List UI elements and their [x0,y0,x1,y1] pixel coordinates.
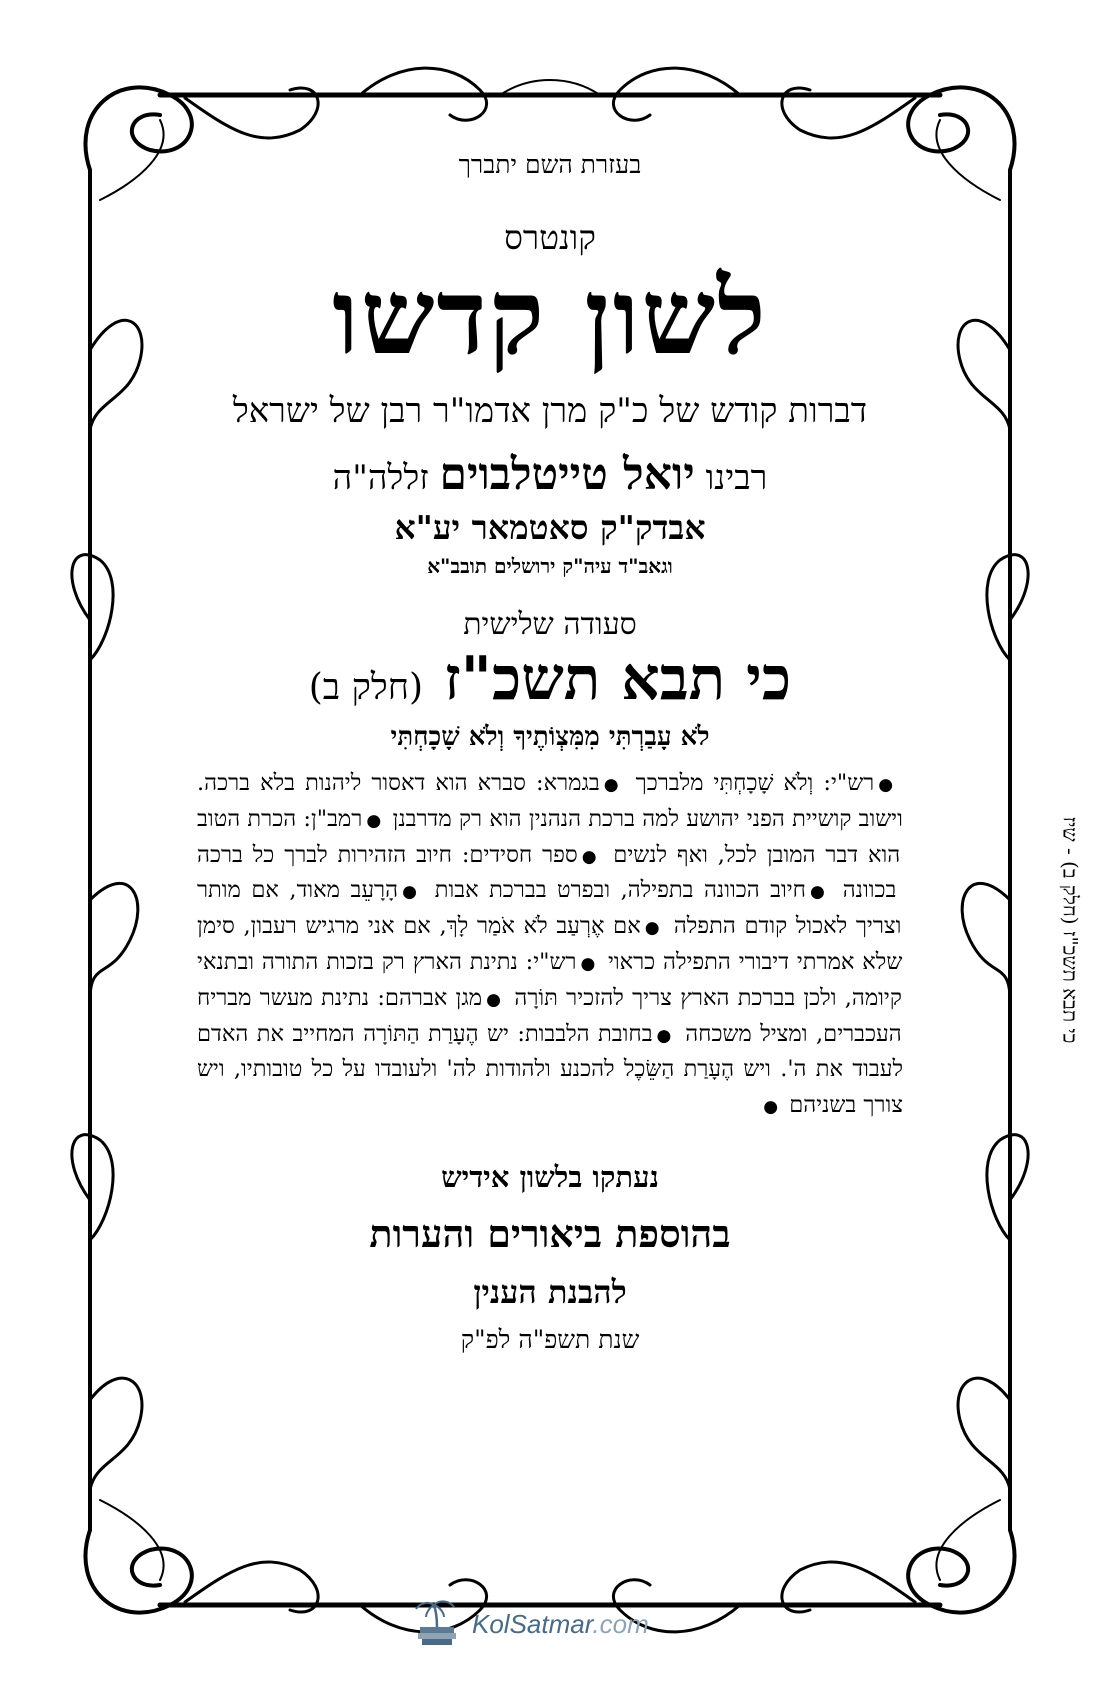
parsha-part: (חלק ב) [308,667,424,709]
logo-domain: .com [592,1608,649,1639]
bullet: ● [878,775,897,796]
author-name-line [195,449,905,500]
bullet: ● [366,810,382,831]
bullet: ● [486,989,503,1010]
author-suffix: זללה"ה [332,458,429,499]
summary-item: הָרָעֵב מאוד, אם מותר וצריך לאכול קודם התפלה [197,877,902,940]
publication-year: שנת תשפ"ה לפ"ק [460,1324,640,1354]
bullet: ● [656,1025,673,1046]
summary-item: רש"י: וְלֹא שָׁכָחְתִּי מלברכך [635,770,875,797]
bullet: ● [581,846,600,867]
seuda-label: סעודה שלישית [463,607,637,643]
bullet: ● [580,954,597,975]
title-page-content [195,150,905,1355]
running-header: כי תבא תשכ"ז (חלק ב) - שיז [1058,816,1083,1044]
summary-item: רש"י: נתינת הארץ רק בזכות התורה ובתנאי קיומה, ולכן בברכת הארץ צריך להזכיר תּוֹרָה [197,949,902,1011]
bullet: ● [763,1097,779,1118]
additions-note: בהוספת ביאורים והערות [369,1210,731,1256]
with-help-of-god: בעזרת השם יתברך [458,150,642,179]
kolsatmar-logo[interactable] [410,1596,690,1652]
author-intro: דברות קודש של כ"ק מרן אדמו"ר רבן של ישראל [232,391,868,432]
kuntres-label: קונטרס [504,218,596,257]
translated-note: נעתקו בלשון אידיש [441,1159,659,1194]
author-prefix: רבינו [705,458,768,499]
parsha-name: כי תבא תשכ"ז [443,644,792,715]
author-title-satmar: אבדק"ק סאטמאר יע"א [394,508,706,548]
logo-text [472,1609,649,1640]
author-title-jerusalem: וגאב"ד עיה"ק ירושלים תובב"א [427,554,673,579]
bullet: ● [809,882,829,903]
bullet: ● [402,882,421,903]
summary-item: רמב"ן: הכרת הטוב הוא דבר המובן לכל, ואף לנשים [197,805,901,868]
summary-item: בגמרא: סברא הוא דאסור ליהנות בלא ברכה. וישוב קושיית הפני יהושע למה ברכת הנהנין הוא רק מדרבנן [197,770,903,832]
logo-brand: KolSatmar [472,1608,593,1639]
author-name: יואל טייטלבוים [439,449,695,501]
bullet: ● [644,918,662,939]
summary-item: ספר חסידים: חיוב הזהירות לברך כל ברכה בכוונה [197,841,897,904]
summary-item: חיוב הכוונה בתפילה, ובפרט בברכת אבות [434,877,806,904]
understanding-note: להבנת הענין [473,1272,627,1311]
palm-tree-books-icon [410,1597,464,1651]
summary-item: בחובת הלבבות: יש הֶעָרַת הַתּוֹרָה המחייב את האדם לעבוד את ה'. ויש הֶעָרַת הַשֵּׂכֶל להכנע ולהודות לה' ולעובדו על כל טובותיו, ויש צורך בשניהם [197,1020,903,1119]
bullet: ● [603,775,622,796]
verse-quote: לֹא עָבַרְתִּי מִמִּצְוֹתֶיךָ וְלֹא שָׁכָחְתִּי [390,722,710,753]
book-title: לשון קדשו [332,255,768,378]
summary-item: מגן אברהם: נתינת מעשר מבריח העכברים, ומציל משכחה [197,984,902,1047]
parsha-title [195,644,905,714]
summary-item: אם אֶרְעַב לֹא אֹמַר לָךְ, אם אני מרגיש רעבון, סימן שלא אמרתי דיבורי התפילה כראוי [197,913,903,976]
topic-summary [195,766,905,1124]
